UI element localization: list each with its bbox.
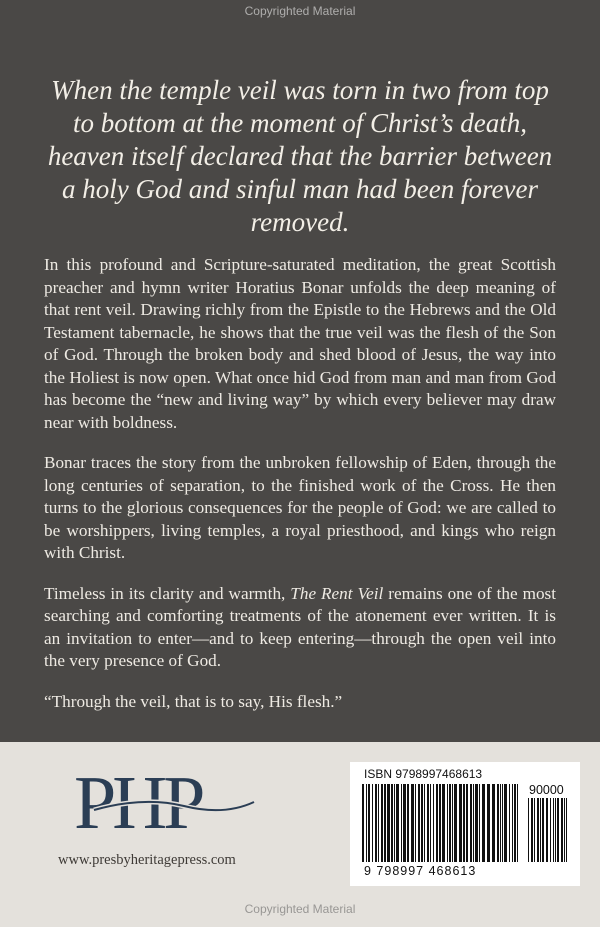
paragraph-text: Timeless in its clarity and warmth, bbox=[44, 583, 291, 603]
barcode-bar bbox=[479, 784, 480, 862]
barcode-bar bbox=[504, 784, 507, 862]
barcode-bar bbox=[407, 784, 409, 862]
barcode-bar bbox=[384, 784, 386, 862]
description-paragraph bbox=[44, 583, 556, 673]
barcode-bar bbox=[482, 784, 485, 862]
barcode-bar bbox=[487, 784, 490, 862]
isbn-label: ISBN 9798997468613 bbox=[364, 767, 483, 781]
barcode-bar bbox=[368, 784, 370, 862]
barcode-addon-bar bbox=[555, 798, 556, 862]
barcode-bar bbox=[500, 784, 501, 862]
barcode-bar bbox=[449, 784, 451, 862]
barcode-addon-bar bbox=[540, 798, 541, 862]
watermark-bottom: Copyrighted Material bbox=[244, 902, 356, 916]
barcode-bar bbox=[492, 784, 495, 862]
barcode-bar bbox=[415, 784, 416, 862]
barcode-bar bbox=[514, 784, 516, 862]
barcode-bar bbox=[394, 784, 395, 862]
description-paragraph: Bonar traces the story from the unbroken fellowship of Eden, through the long centuries of separation, to the finished work of the Cross. He then turns to the glorious consequences for the people of God: we are called to be worshippers, living temples, a royal priesthood, and kings who reign with Christ. bbox=[44, 453, 556, 562]
barcode-bar bbox=[401, 784, 402, 862]
barcode-addon-bar bbox=[561, 798, 563, 862]
barcode-bar bbox=[378, 784, 379, 862]
barcode-bar bbox=[424, 784, 425, 862]
barcode-bar bbox=[366, 784, 367, 862]
barcode-addon-bar bbox=[546, 798, 548, 862]
barcode-addon-bar bbox=[534, 798, 535, 862]
barcode-bar bbox=[427, 784, 429, 862]
barcode-bar bbox=[372, 784, 373, 862]
barcode-bar bbox=[362, 784, 364, 862]
barcode-bar bbox=[452, 784, 453, 862]
closing-quote: “Through the veil, that is to say, His flesh.” bbox=[44, 691, 343, 711]
barcode-bar bbox=[391, 784, 393, 862]
barcode-bar bbox=[517, 784, 518, 862]
barcode-addon-bar bbox=[528, 798, 529, 862]
watermark-top: Copyrighted Material bbox=[244, 4, 356, 18]
barcode-bar bbox=[454, 784, 457, 862]
barcode-bar bbox=[442, 784, 445, 862]
publisher-logo-text: PHP bbox=[74, 766, 202, 838]
barcode-digits: 9 798997 468613 bbox=[364, 864, 477, 878]
publisher-logo bbox=[54, 766, 294, 838]
barcode-addon-bar bbox=[550, 798, 551, 862]
barcode-addon-bar bbox=[557, 798, 559, 862]
barcode-bar bbox=[396, 784, 399, 862]
barcode-addon-bar bbox=[564, 798, 565, 862]
price-code: 90000 bbox=[529, 783, 564, 797]
barcode-bar bbox=[470, 784, 472, 862]
barcode-bars bbox=[360, 784, 570, 864]
description-paragraph: In this profound and Scripture-saturated meditation, the great Scottish preacher and hymn writer Horatius Bonar unfolds the deep meaning of that rent veil. Drawing richly from the Epistle to the Hebrews and the Old Testament tabernacle, he shows that the true veil was the flesh of the Son of God. Through the broken body and shed blood of Jesus, the way into the Holiest is now open. What once hid God from man and man from God has become the “new and living way” by which every believer may draw near with boldness. bbox=[44, 255, 556, 432]
barcode-bar bbox=[411, 784, 414, 862]
barcode-bar bbox=[433, 784, 434, 862]
barcode-bar bbox=[447, 784, 448, 862]
barcode-bar bbox=[502, 784, 503, 862]
barcode-bar bbox=[418, 784, 420, 862]
barcode-addon-bar bbox=[542, 798, 544, 862]
barcode-addon-bar bbox=[531, 798, 533, 862]
barcode-addon-bar bbox=[537, 798, 539, 862]
isbn-barcode bbox=[350, 762, 580, 886]
barcode-bar bbox=[403, 784, 406, 862]
pull-quote: When the temple veil was torn in two from top to bottom at the moment of Christ’s death, heaven itself declared that the barrier between a holy God and sinful man had been forever removed. bbox=[47, 75, 553, 237]
barcode-bar bbox=[509, 784, 510, 862]
barcode-bar bbox=[439, 784, 441, 862]
description-text bbox=[44, 254, 556, 731]
barcode-bar bbox=[436, 784, 438, 862]
barcode-bar bbox=[430, 784, 431, 862]
book-title: The Rent Veil bbox=[290, 583, 384, 603]
barcode-bar bbox=[421, 784, 423, 862]
barcode-bar bbox=[512, 784, 513, 862]
barcode-addon-bar bbox=[553, 798, 554, 862]
barcode-bar bbox=[466, 784, 468, 862]
barcode-bar bbox=[497, 784, 499, 862]
barcode-bar bbox=[387, 784, 390, 862]
barcode-bar bbox=[381, 784, 383, 862]
barcode-bar bbox=[463, 784, 465, 862]
publisher-url: www.presbyheritagepress.com bbox=[58, 852, 236, 868]
barcode-bar bbox=[459, 784, 462, 862]
paragraph-text: remains one of the most searching and comforting treatments of the atonement ever written. It is an invitation to enter—and to keep entering—through the open veil into the very presence of God. bbox=[44, 583, 556, 670]
barcode-bar bbox=[475, 784, 478, 862]
barcode-bar bbox=[473, 784, 474, 862]
barcode-addon-bar bbox=[566, 798, 567, 862]
barcode-bar bbox=[375, 784, 377, 862]
